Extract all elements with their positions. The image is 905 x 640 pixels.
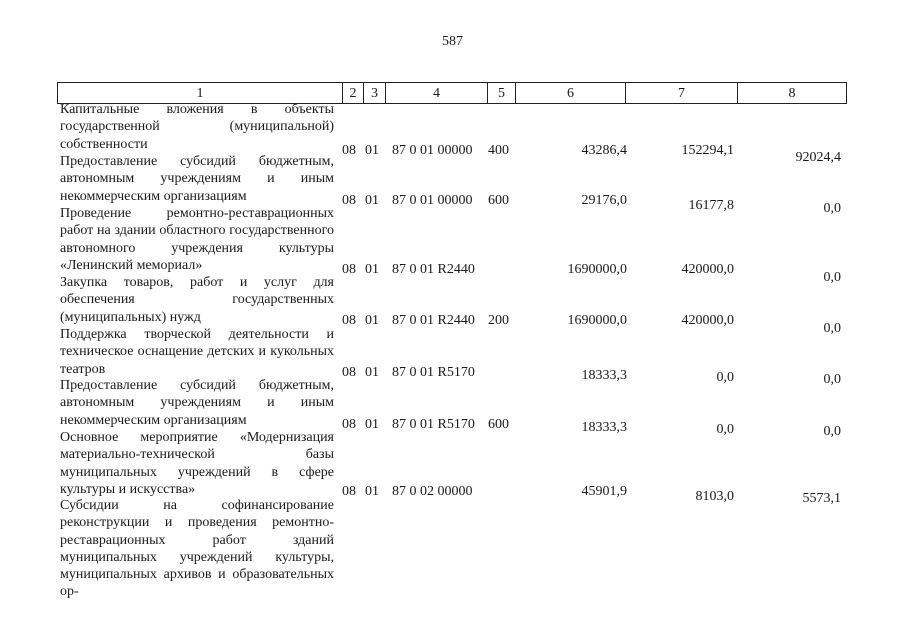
item-description: Субсидии на софинансирование реконструкции и проведения ремонтно-реставрационных работ зданий муниципальных учреждений культуры, муниципальных архивов и образовательных ор- [60, 498, 334, 600]
item-description: Основное мероприятие «Модернизация материально-технической базы муниципальных учреждений в сфере культуры и искусства» [60, 430, 334, 497]
table-row [0, 262, 905, 285]
cell-sum-6: 43286,4 [581, 143, 627, 158]
cell-vr: 400 [488, 143, 509, 158]
table-row [0, 193, 905, 216]
cell-pz: 01 [365, 193, 379, 208]
cell-pz: 01 [365, 365, 379, 380]
cell-cs: 87 0 01 R2440 [392, 262, 475, 277]
cell-sum-7: 16177,8 [688, 198, 734, 213]
cell-vr: 600 [488, 193, 509, 208]
header-col-4: 4 [385, 83, 487, 103]
table-row [0, 365, 905, 387]
cell-gr: 08 [342, 193, 356, 208]
cell-pz: 01 [365, 484, 379, 499]
cell-cs: 87 0 01 00000 [392, 193, 473, 208]
cell-cs: 87 0 01 00000 [392, 143, 473, 158]
cell-sum-8: 0,0 [823, 270, 841, 285]
cell-sum-8: 0,0 [823, 201, 841, 216]
cell-sum-7: 8103,0 [695, 489, 734, 504]
item-description: Поддержка творческой деятельности и техническое оснащение детских и кукольных театров [60, 327, 334, 377]
cell-sum-8: 92024,4 [795, 150, 841, 165]
cell-gr: 08 [342, 417, 356, 432]
table-row [0, 143, 905, 165]
item-description: Капитальные вложения в объекты государственной (муниципальной) собственности [60, 102, 334, 152]
header-col-7: 7 [625, 83, 737, 103]
cell-vr: 600 [488, 417, 509, 432]
cell-sum-7: 420000,0 [681, 262, 734, 277]
cell-vr: 200 [488, 313, 509, 328]
header-col-1: 1 [57, 83, 342, 103]
header-col-5: 5 [487, 83, 515, 103]
cell-sum-6: 45901,9 [581, 484, 627, 499]
cell-pz: 01 [365, 143, 379, 158]
cell-sum-7: 0,0 [716, 370, 734, 385]
cell-cs: 87 0 01 R2440 [392, 313, 475, 328]
cell-sum-6: 1690000,0 [567, 313, 627, 328]
cell-gr: 08 [342, 484, 356, 499]
item-description: Проведение ремонтно-реставрационных работ на здании областного государственного автономного учреждения культуры «Ленинский мемориал» [60, 206, 334, 273]
cell-gr: 08 [342, 365, 356, 380]
item-description: Предоставление субсидий бюджетным, автономным учреждениям и иным некоммерческим организациям [60, 154, 334, 204]
table-row [0, 417, 905, 439]
cell-cs: 87 0 01 R5170 [392, 365, 475, 380]
header-col-3: 3 [363, 83, 385, 103]
cell-pz: 01 [365, 313, 379, 328]
cell-sum-8: 0,0 [823, 321, 841, 336]
cell-gr: 08 [342, 143, 356, 158]
table-row [0, 313, 905, 336]
cell-gr: 08 [342, 313, 356, 328]
header-col-8: 8 [737, 83, 847, 103]
header-col-6: 6 [515, 83, 625, 103]
table-row [0, 484, 905, 506]
cell-sum-8: 0,0 [823, 372, 841, 387]
cell-cs: 87 0 01 R5170 [392, 417, 475, 432]
cell-cs: 87 0 02 00000 [392, 484, 473, 499]
page-number: 587 [442, 34, 463, 49]
item-description: Закупка товаров, работ и услуг для обеспечения государственных (муниципальных) нужд [60, 275, 334, 325]
cell-sum-7: 0,0 [716, 422, 734, 437]
cell-sum-6: 29176,0 [581, 193, 627, 208]
cell-pz: 01 [365, 417, 379, 432]
header-col-2: 2 [342, 83, 363, 103]
cell-pz: 01 [365, 262, 379, 277]
cell-sum-6: 1690000,0 [567, 262, 627, 277]
cell-sum-8: 5573,1 [802, 491, 841, 506]
cell-gr: 08 [342, 262, 356, 277]
cell-sum-6: 18333,3 [581, 420, 627, 435]
item-description: Предоставление субсидий бюджетным, автономным учреждениям и иным некоммерческим организациям [60, 378, 334, 428]
cell-sum-7: 420000,0 [681, 313, 734, 328]
cell-sum-6: 18333,3 [581, 368, 627, 383]
cell-sum-7: 152294,1 [681, 143, 734, 158]
cell-sum-8: 0,0 [823, 424, 841, 439]
